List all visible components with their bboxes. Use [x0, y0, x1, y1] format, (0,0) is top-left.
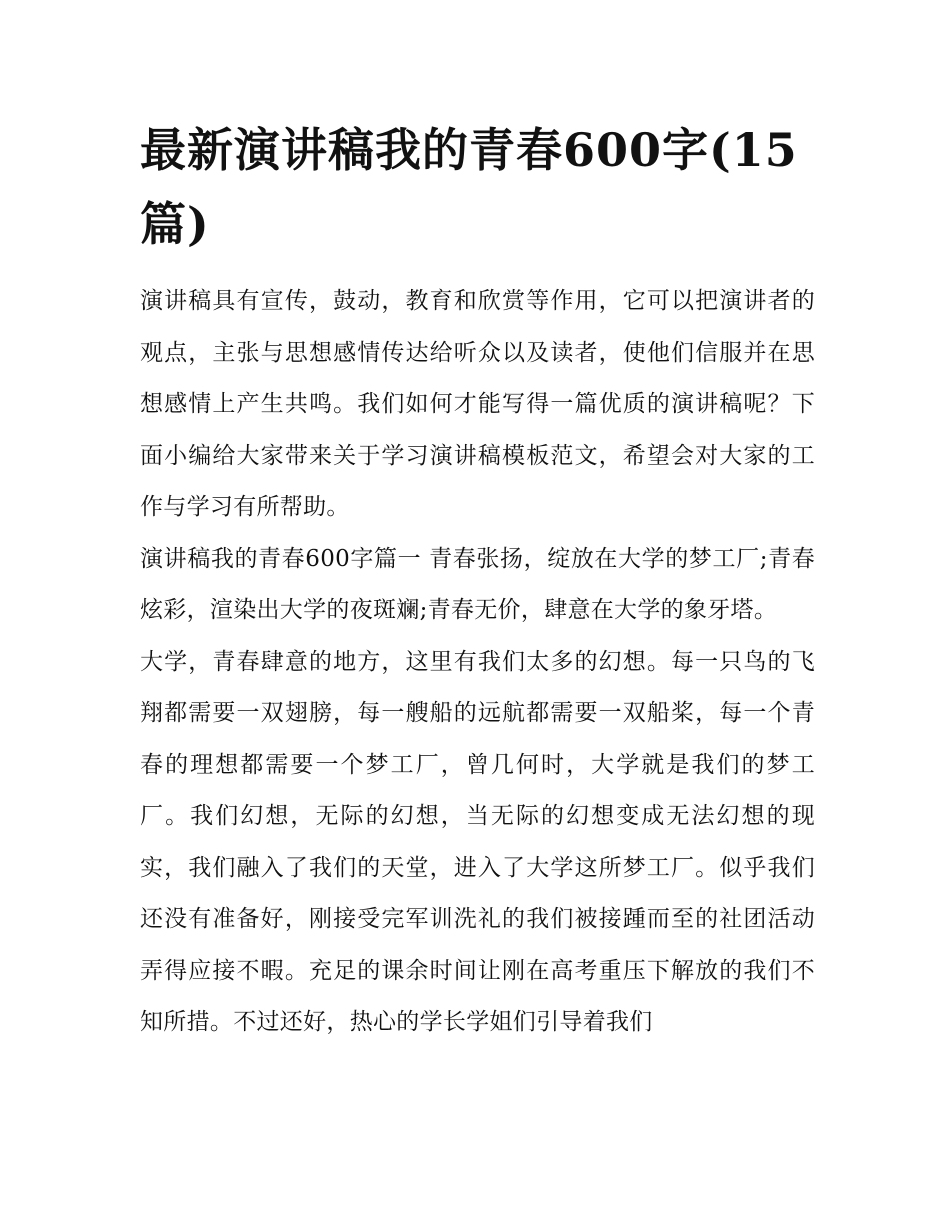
intro-paragraph: 演讲稿具有宣传，鼓动，教育和欣赏等作用，它可以把演讲者的观点，主张与思想感情传达给听众以及读者，使他们信服并在思想感情上产生共鸣。我们如何才能写得一篇优质的演讲稿呢？下面小编给大家带来关于学习演讲稿模板范文，希望会对大家的工作与学习有所帮助。: [140, 288, 815, 520]
body-paragraph: 大学，青春肆意的地方，这里有我们太多的幻想。每一只鸟的飞翔都需要一双翅膀，每一艘船的远航都需要一双船桨，每一个青春的理想都需要一个梦工厂，曾几何时，大学就是我们的梦工厂。我们幻想，无际的幻想，当无际的幻想变成无法幻想的现实，我们融入了我们的天堂，进入了大学这所梦工厂。似乎我们还没有准备好，刚接受完军训洗礼的我们被接踵而至的社团活动弄得应接不暇。充足的课余时间让刚在高考重压下解放的我们不知所措。不过还好，热心的学长学姐们引导着我们: [140, 648, 815, 1035]
document-body: [140, 276, 815, 1049]
document-title: 最新演讲稿我的青春600字(15篇): [140, 123, 798, 251]
section-one-paragraph: 演讲稿我的青春600字篇一 青春张扬，绽放在大学的梦工厂;青春炫彩，渲染出大学的夜斑斓;青春无价，肆意在大学的象牙塔。: [140, 545, 815, 623]
